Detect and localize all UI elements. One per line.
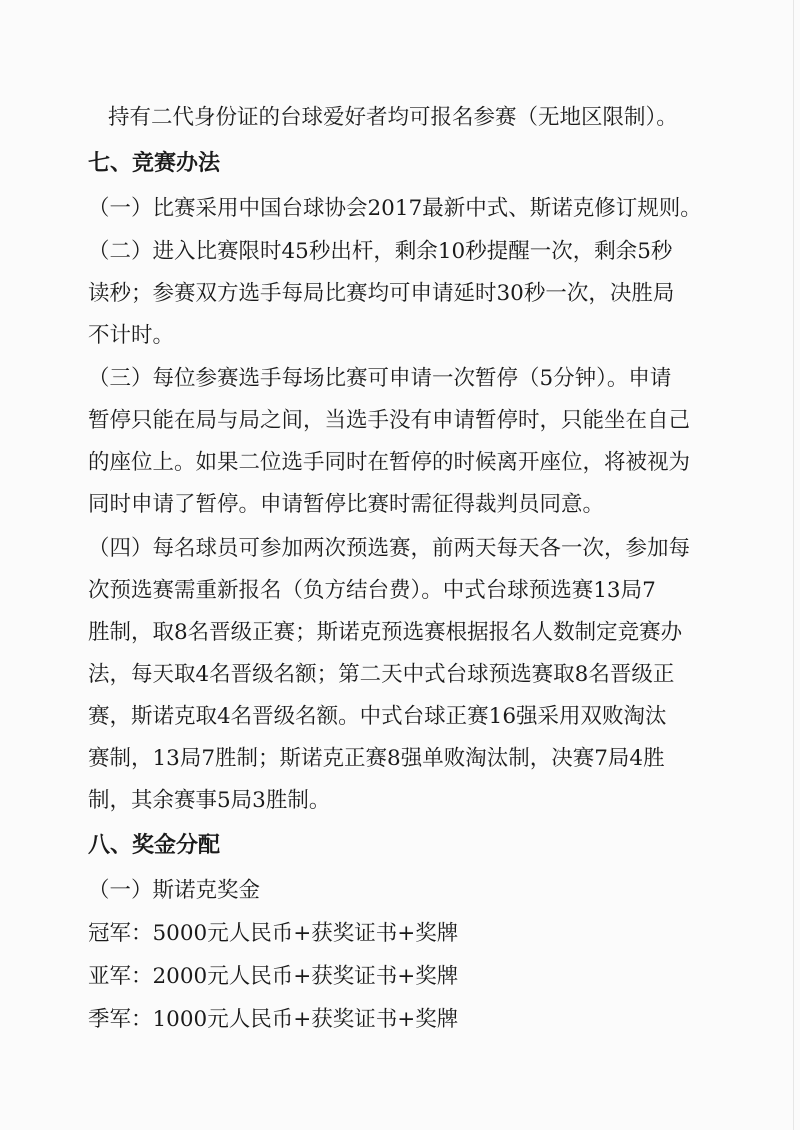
section-7-item-4-line-3: 胜制，取8名晋级正赛；斯诺克预选赛根据报名人数制定竞赛办 [88, 620, 683, 645]
section-7-item-2-line-1: （二）进入比赛限时45秒出杆，剩余10秒提醒一次，剩余5秒 [88, 239, 673, 264]
section-7-item-3-line-4: 同时申请了暂停。申请暂停比赛时需征得裁判员同意。 [88, 492, 605, 517]
section-7-item-4-line-2: 次预选赛需重新报名（负方结台费）。中式台球预选赛13局7 [88, 578, 656, 603]
section-7-item-4-line-6: 赛制，13局7胜制；斯诺克正赛8强单败淘汰制，决赛7局4胜 [88, 746, 665, 771]
prize-champion: 冠军：5000元人民币+获奖证书+奖牌 [88, 921, 459, 946]
section-7-item-4-line-5: 赛，斯诺克取4名晋级名额。中式台球正赛16强采用双败淘汰 [88, 704, 667, 729]
section-7-item-1: （一）比赛采用中国台球协会2017最新中式、斯诺克修订规则。 [88, 196, 702, 221]
section-7-item-3-line-3: 的座位上。如果二位选手同时在暂停的时候离开座位，将被视为 [88, 450, 691, 475]
section-7-item-4-line-1: （四）每名球员可参加两次预选赛，前两天每天各一次，参加每 [88, 536, 691, 561]
intro-line: 持有二代身份证的台球爱好者均可报名参赛（无地区限制）。 [108, 105, 678, 130]
section-8-heading: 八、奖金分配 [88, 833, 221, 858]
section-7-item-4-line-4: 法，每天取4名晋级名额；第二天中式台球预选赛取8名晋级正 [88, 662, 675, 687]
section-7-item-2-line-2: 读秒；参赛双方选手每局比赛均可申请延时30秒一次，决胜局 [88, 281, 675, 306]
section-7-heading: 七、竞赛办法 [88, 151, 221, 176]
section-7-item-2-line-3: 不计时。 [88, 323, 175, 348]
scan-edge-line [793, 0, 794, 1130]
prize-third-place: 季军：1000元人民币+获奖证书+奖牌 [88, 1007, 459, 1032]
section-7-item-3-line-2: 暂停只能在局与局之间，当选手没有申请暂停时，只能坐在自己 [88, 408, 691, 433]
section-8-subheading-snooker: （一）斯诺克奖金 [88, 878, 261, 903]
section-7-item-4-line-7: 制，其余赛事5局3胜制。 [88, 788, 331, 813]
section-7-item-3-line-1: （三）每位参赛选手每场比赛可申请一次暂停（5分钟）。申请 [88, 366, 672, 391]
prize-runner-up: 亚军：2000元人民币+获奖证书+奖牌 [88, 964, 459, 989]
